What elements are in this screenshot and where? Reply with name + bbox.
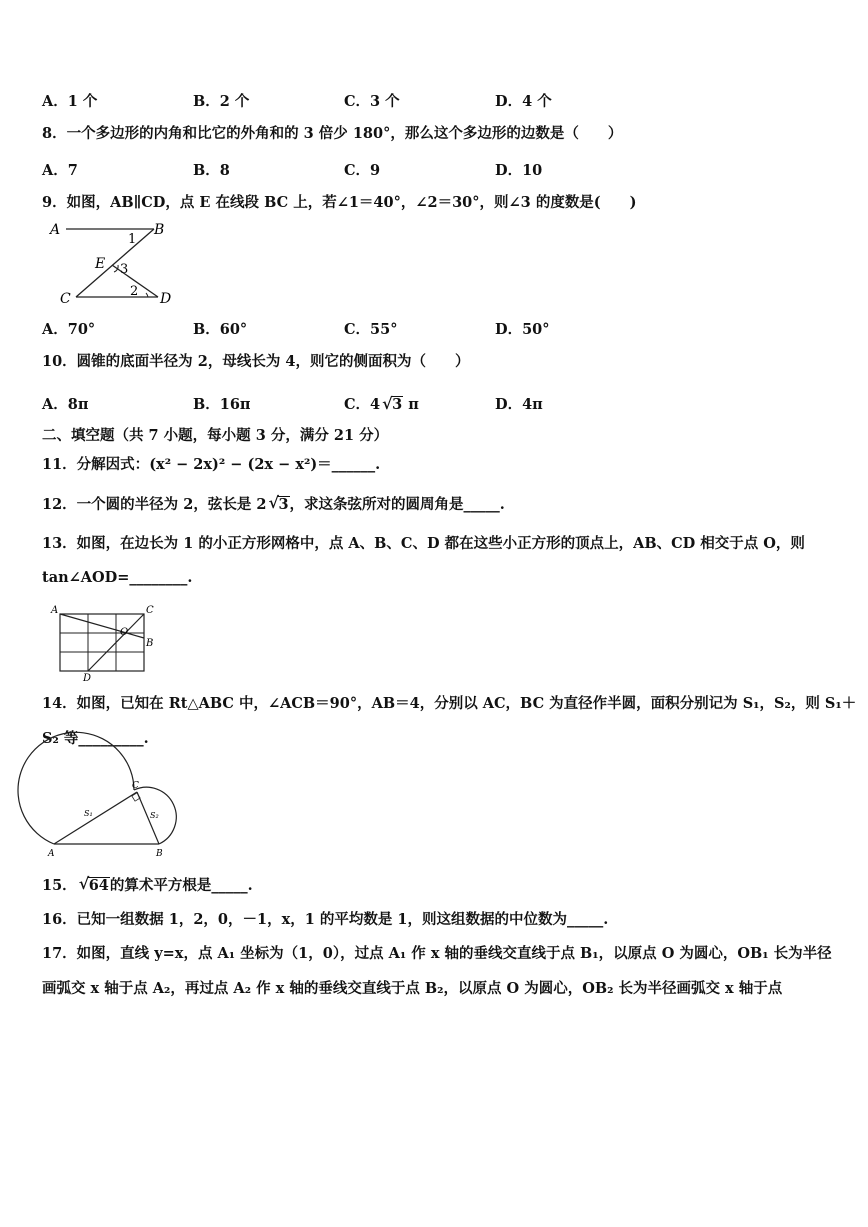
q10-option-b: B．16π bbox=[193, 396, 251, 413]
q9-angle-3: 3 bbox=[120, 262, 129, 277]
q13-label-d: D bbox=[83, 673, 92, 684]
q8-option-b: B．8 bbox=[193, 162, 230, 179]
q9-label-a: A bbox=[50, 222, 61, 238]
q9-options bbox=[42, 318, 642, 338]
sqrt-symbol: √ 64 bbox=[78, 874, 109, 894]
q10-option-c-prefix: C．4 bbox=[344, 396, 381, 413]
q9-option-a: A．70° bbox=[42, 321, 96, 338]
sqrt-symbol: √ 3 bbox=[382, 394, 403, 413]
q14-label-s2: S₂ bbox=[150, 811, 159, 820]
q7-options bbox=[42, 90, 642, 110]
q13-label-a: A bbox=[51, 605, 59, 616]
q16: 16．已知一组数据 1，2，0，－1，x，1 的平均数是 1，则这组数据的中位数为_____. bbox=[42, 911, 609, 928]
q15-radicand: 64 bbox=[88, 877, 109, 894]
q10-options bbox=[42, 393, 642, 413]
q8-option-d: D．10 bbox=[495, 162, 543, 179]
q11-expression: (x² − 2x)² − (2x − x²)＝______. bbox=[149, 456, 381, 473]
sqrt-symbol: √ 3 bbox=[268, 493, 289, 513]
q7-option-b: B．2 个 bbox=[193, 93, 250, 110]
q13-line2: tan∠AOD=________. bbox=[42, 569, 193, 586]
q8-option-a: A．7 bbox=[42, 162, 78, 179]
q11-prefix: 11．分解因式： bbox=[42, 456, 150, 473]
q8-stem: 8．一个多边形的内角和比它的外角和的 3 倍少 180°，那么这个多边形的边数是（ ） bbox=[42, 125, 623, 142]
q10-option-c-suffix: π bbox=[408, 396, 419, 413]
q10-stem: 10．圆锥的底面半径为 2，母线长为 4，则它的侧面积为（ ） bbox=[42, 353, 470, 370]
q9-label-d: D bbox=[160, 291, 172, 307]
q9-option-c: C．55° bbox=[344, 321, 398, 338]
q9-label-c: C bbox=[60, 291, 71, 307]
q17-line1: 17．如图，直线 y=x，点 A₁ 坐标为（1，0），过点 A₁ 作 x 轴的垂线交直线于点 B₁，以原点 O 为圆心，OB₁ 长为半径 bbox=[42, 945, 832, 962]
q14-line1: 14．如图，已知在 Rt△ABC 中，∠ACB＝90°，AB＝4，分别以 AC，BC 为直径作半圆，面积分别记为 S₁，S₂，则 S₁＋ bbox=[42, 695, 857, 712]
q14-semicircles-figure bbox=[44, 770, 194, 860]
q12 bbox=[42, 495, 505, 515]
q14-label-c: C bbox=[132, 781, 139, 791]
q10-option-d: D．4π bbox=[495, 396, 543, 413]
q7-option-a: A．1 个 bbox=[42, 93, 98, 110]
q14-label-b: B bbox=[156, 849, 163, 859]
q11 bbox=[42, 455, 380, 475]
q9-stem: 9．如图，AB∥CD，点 E 在线段 BC 上，若∠1＝40°，∠2＝30°，则∠3 的度数是( ) bbox=[42, 194, 637, 211]
q9-option-b: B．60° bbox=[193, 321, 248, 338]
q13-line1: 13．如图，在边长为 1 的小正方形网格中，点 A、B、C、D 都在这些小正方形的顶点上，AB、CD 相交于点 O，则 bbox=[42, 535, 805, 552]
q9-figure bbox=[48, 220, 188, 310]
q15 bbox=[42, 876, 253, 896]
q8-options bbox=[42, 159, 642, 179]
section-heading: 二、填空题（共 7 小题，每小题 3 分，满分 21 分） bbox=[42, 427, 389, 444]
q10-option-c bbox=[344, 393, 419, 414]
q12-radicand: 3 bbox=[278, 496, 289, 513]
q10-option-a: A．8π bbox=[42, 396, 89, 413]
q13-grid-figure bbox=[48, 604, 168, 684]
q13-label-b: B bbox=[146, 638, 154, 649]
q7-option-d: D．4 个 bbox=[495, 93, 552, 110]
q9-angle-2: 2 bbox=[130, 284, 139, 299]
q9-angle-1: 1 bbox=[128, 232, 137, 247]
q14-label-a: A bbox=[48, 849, 55, 859]
q9-label-b: B bbox=[154, 222, 165, 238]
q7-option-c: C．3 个 bbox=[344, 93, 400, 110]
q9-label-e: E bbox=[95, 256, 106, 272]
q15-prefix: 15． bbox=[42, 877, 77, 894]
q8-option-c: C．9 bbox=[344, 162, 381, 179]
q14-line2: S₂ 等_________. bbox=[42, 730, 149, 747]
q12-prefix: 12．一个圆的半径为 2，弦长是 2 bbox=[42, 496, 267, 513]
q13-label-o: O bbox=[120, 627, 129, 638]
q13-label-c: C bbox=[146, 605, 154, 616]
q14-label-s1: S₁ bbox=[84, 809, 93, 818]
q17-line2: 画弧交 x 轴于点 A₂，再过点 A₂ 作 x 轴的垂线交直线于点 B₂，以原点 O 为圆心，OB₂ 长为半径画弧交 x 轴于点 bbox=[42, 980, 783, 997]
q12-suffix: ，求这条弦所对的圆周角是_____. bbox=[289, 496, 505, 513]
q9-option-d: D．50° bbox=[495, 321, 550, 338]
q15-suffix: 的算术平方根是_____. bbox=[109, 877, 253, 894]
q10-option-c-radicand: 3 bbox=[392, 396, 403, 413]
